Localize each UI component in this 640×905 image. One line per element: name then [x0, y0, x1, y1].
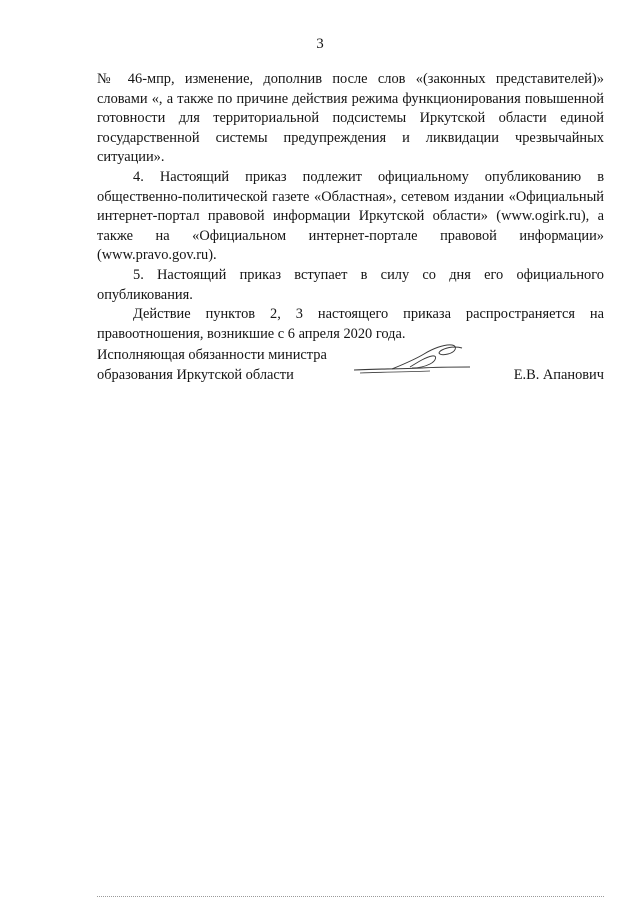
- handwritten-signature: [352, 340, 472, 382]
- signer-name: Е.В. Апанович: [513, 367, 604, 383]
- signature-block: [97, 346, 604, 386]
- signer-title: [97, 346, 327, 385]
- document-body: [97, 70, 604, 344]
- paragraph-item-4: 4. Настоящий приказ подлежит официальному опубликованию в общественно-политической газете «Областная», сетевом издании «Официальный интернет-портал правовой информации Иркутской области» (www.ogirk.ru), а также на «Официальном интернет-портале правовой информации» (www.pravo.gov.ru).: [97, 168, 604, 264]
- paragraph-effect: Действие пунктов 2, 3 настоящего приказа распространяется на правоотношения, возникшие с 6 апреля 2020 года.: [97, 306, 604, 342]
- page-number: 3: [316, 36, 324, 52]
- signer-title-line-2: образования Иркутской области: [97, 366, 294, 383]
- paragraph-continuation: № 46-мпр, изменение, дополнив после слов «(законных представителей)» словами «, а также по причине действия режима функционирования повышенной готовности для территориальной подсистемы Иркутской области единой государственной системы предупреждения и ликвидации чрезвычайных ситуации».: [97, 71, 604, 166]
- paragraph-item-5: 5. Настоящий приказ вступает в силу со дня его официального опубликования.: [97, 266, 604, 303]
- footer-rule: [97, 896, 604, 898]
- signer-title-line-1: Исполняющая обязанности министра: [97, 347, 327, 363]
